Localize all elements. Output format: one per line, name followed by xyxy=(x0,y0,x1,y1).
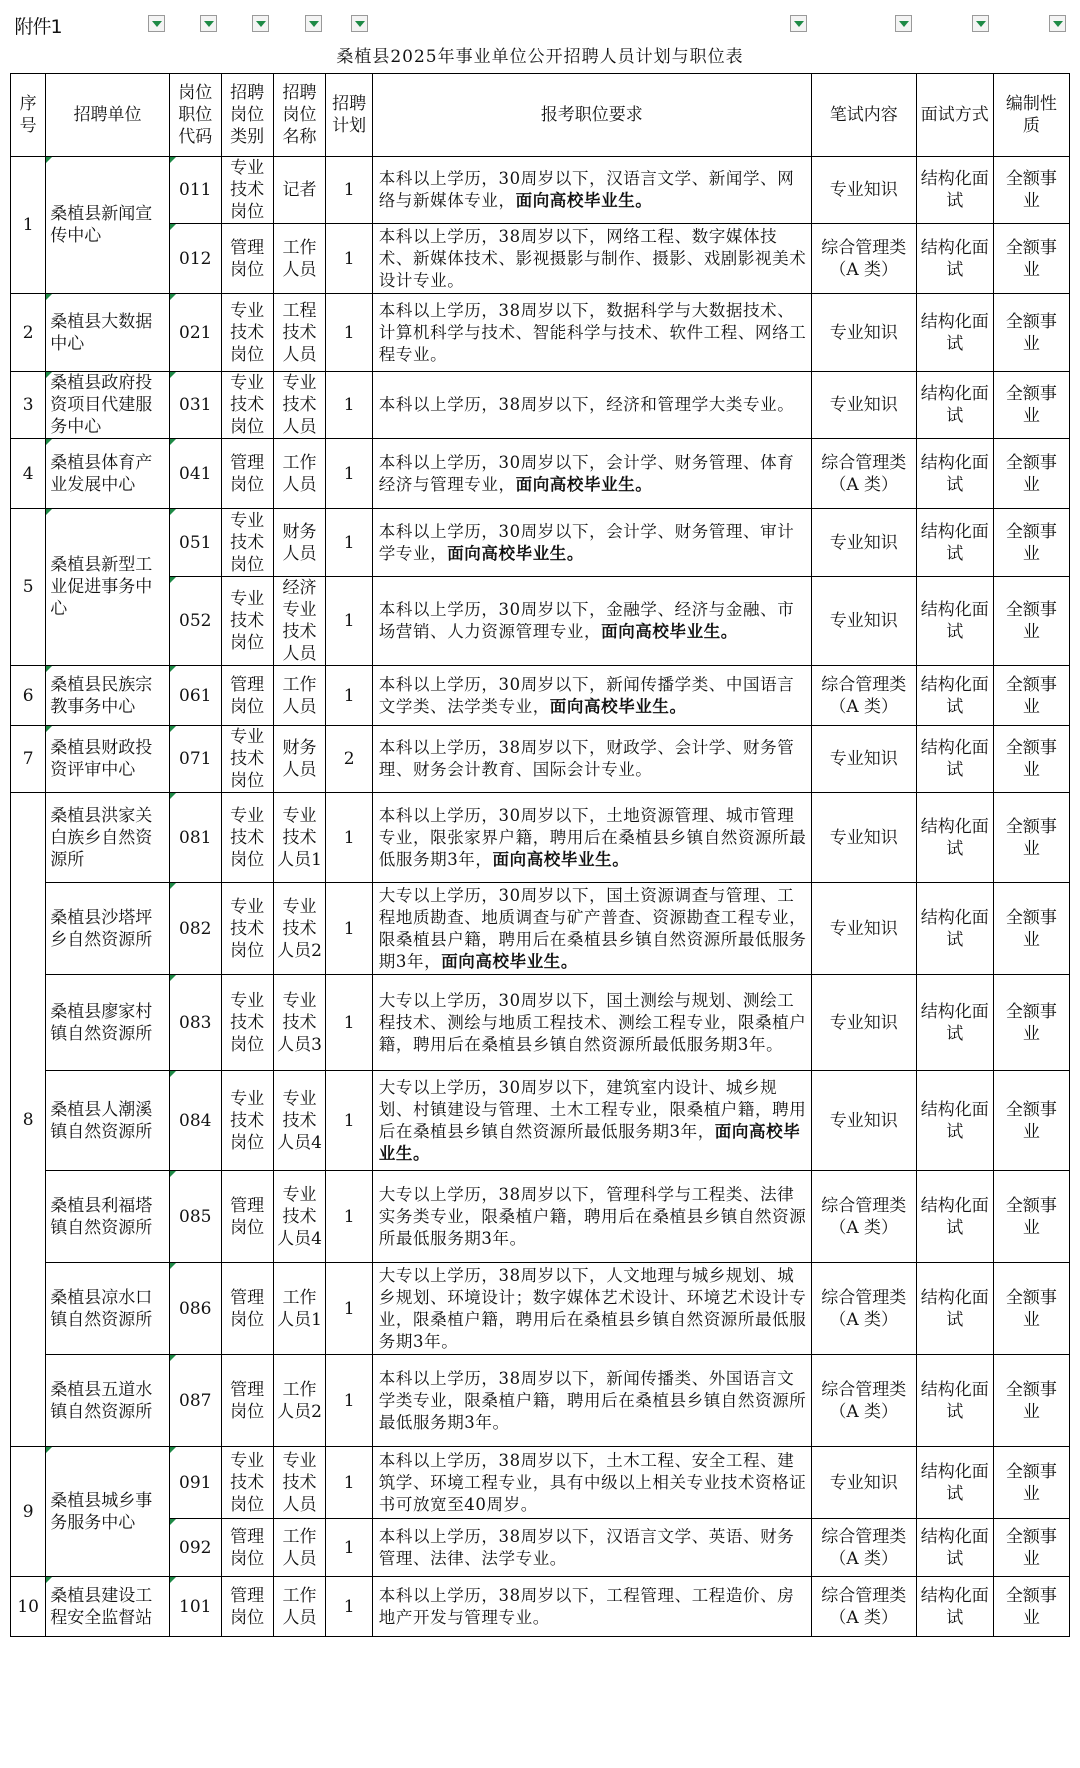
code-cell: 041 xyxy=(169,439,221,509)
plan-cell: 1 xyxy=(326,224,372,294)
exam-cell: 综合管理类（A 类） xyxy=(811,1263,916,1355)
exam-cell: 专业知识 xyxy=(811,1071,916,1171)
table-row xyxy=(11,666,1070,726)
type-cell: 管理岗位 xyxy=(221,224,273,294)
graduate-note: 面向高校毕业生。 xyxy=(447,543,585,563)
table-row xyxy=(11,439,1070,509)
unit-cell: 桑植县五道水镇自然资源所 xyxy=(46,1355,170,1447)
interview-cell: 结构化面试 xyxy=(916,1447,993,1519)
nature-cell: 全额事业 xyxy=(993,666,1069,726)
name-cell: 工作人员2 xyxy=(273,1355,326,1447)
code-cell: 083 xyxy=(169,975,221,1071)
nature-cell: 全额事业 xyxy=(993,294,1069,372)
exam-cell: 综合管理类（A 类） xyxy=(811,666,916,726)
nature-cell: 全额事业 xyxy=(993,793,1069,883)
nature-cell: 全额事业 xyxy=(993,1577,1069,1637)
filter-dropdown-button[interactable] xyxy=(972,15,989,32)
type-cell: 专业技术岗位 xyxy=(221,157,273,224)
interview-cell: 结构化面试 xyxy=(916,726,993,793)
name-cell: 工作人员 xyxy=(273,1519,326,1577)
seq-cell: 7 xyxy=(11,726,46,793)
filter-dropdown-button[interactable] xyxy=(1049,15,1066,32)
exam-cell: 专业知识 xyxy=(811,157,916,224)
type-cell: 管理岗位 xyxy=(221,1519,273,1577)
graduate-note: 面向高校毕业生。 xyxy=(515,191,653,210)
name-cell: 工作人员 xyxy=(273,666,326,726)
plan-cell: 1 xyxy=(326,1519,372,1577)
nature-cell: 全额事业 xyxy=(993,1355,1069,1447)
plan-cell: 1 xyxy=(326,1263,372,1355)
type-cell: 管理岗位 xyxy=(221,439,273,509)
unit-cell: 桑植县大数据中心 xyxy=(46,294,170,372)
unit-cell: 桑植县人潮溪镇自然资源所 xyxy=(46,1071,170,1171)
requirements-cell: 大专以上学历，30周岁以下，国土资源调查与管理、工程地质勘查、地质调查与矿产普查、资源勘查工程专业，限桑植县户籍，聘用后在桑植县乡镇自然资源所最低服务期3年，面向高校毕业生。 xyxy=(372,883,811,975)
exam-cell: 专业知识 xyxy=(811,975,916,1071)
name-cell: 财务人员 xyxy=(273,509,326,577)
code-cell: 091 xyxy=(169,1447,221,1519)
type-cell: 专业技术岗位 xyxy=(221,294,273,372)
name-cell: 工程技术人员 xyxy=(273,294,326,372)
graduate-note: 面向高校毕业生。 xyxy=(549,696,687,716)
name-cell: 记者 xyxy=(273,157,326,224)
requirements-cell: 大专以上学历，30周岁以下，建筑室内设计、城乡规划、村镇建设与管理、土木工程专业，限桑植户籍，聘用后在桑植县乡镇自然资源所最低服务期3年，面向高校毕业生。 xyxy=(372,1071,811,1171)
seq-cell: 1 xyxy=(11,157,46,294)
name-cell: 工作人员 xyxy=(273,224,326,294)
filter-dropdown-button[interactable] xyxy=(148,15,165,32)
code-cell: 082 xyxy=(169,883,221,975)
nature-cell: 全额事业 xyxy=(993,1263,1069,1355)
table-row xyxy=(11,1355,1070,1447)
unit-cell: 桑植县民族宗教事务中心 xyxy=(46,666,170,726)
unit-cell: 桑植县建设工程安全监督站 xyxy=(46,1577,170,1637)
plan-cell: 1 xyxy=(326,1355,372,1447)
exam-cell: 综合管理类（A 类） xyxy=(811,1171,916,1263)
plan-cell: 2 xyxy=(326,726,372,793)
type-cell: 专业技术岗位 xyxy=(221,1071,273,1171)
seq-cell: 9 xyxy=(11,1447,46,1577)
exam-cell: 专业知识 xyxy=(811,294,916,372)
plan-cell: 1 xyxy=(326,439,372,509)
requirements-cell: 本科以上学历，30周岁以下，会计学、财务管理、审计学专业，面向高校毕业生。 xyxy=(372,509,811,577)
code-cell: 011 xyxy=(169,157,221,224)
code-cell: 051 xyxy=(169,509,221,577)
type-cell: 专业技术岗位 xyxy=(221,509,273,577)
requirements-cell: 大专以上学历，38周岁以下，人文地理与城乡规划、城乡规划、环境设计；数字媒体艺术设计、环境艺术设计专业，限桑植户籍，聘用后在桑植县乡镇自然资源所最低服务期3年。 xyxy=(372,1263,811,1355)
code-cell: 061 xyxy=(169,666,221,726)
header-type: 招聘岗位类别 xyxy=(221,74,273,157)
header-nature: 编制性质 xyxy=(993,74,1069,157)
requirements-cell: 本科以上学历，38周岁以下，经济和管理学大类专业。 xyxy=(372,372,811,439)
filter-row xyxy=(11,10,1070,40)
plan-cell: 1 xyxy=(326,1577,372,1637)
graduate-note: 面向高校毕业生。 xyxy=(515,474,653,494)
table-row xyxy=(11,1447,1070,1519)
nature-cell: 全额事业 xyxy=(993,509,1069,577)
plan-cell: 1 xyxy=(326,793,372,883)
doc-label: 附件1 xyxy=(14,16,62,38)
table-row xyxy=(11,883,1070,975)
seq-cell: 5 xyxy=(11,509,46,666)
table-row xyxy=(11,509,1070,577)
header-interview: 面试方式 xyxy=(916,74,993,157)
table-row xyxy=(11,577,1070,666)
type-cell: 管理岗位 xyxy=(221,1577,273,1637)
requirements-cell: 本科以上学历，38周岁以下，工程管理、工程造价、房地产开发与管理专业。 xyxy=(372,1577,811,1637)
plan-cell: 1 xyxy=(326,372,372,439)
header-code: 岗位职位代码 xyxy=(169,74,221,157)
type-cell: 专业技术岗位 xyxy=(221,793,273,883)
type-cell: 专业技术岗位 xyxy=(221,726,273,793)
exam-cell: 专业知识 xyxy=(811,577,916,666)
interview-cell: 结构化面试 xyxy=(916,294,993,372)
filter-dropdown-button[interactable] xyxy=(790,15,807,32)
name-cell: 工作人员 xyxy=(273,439,326,509)
plan-cell: 1 xyxy=(326,883,372,975)
table-row xyxy=(11,224,1070,294)
plan-cell: 1 xyxy=(326,509,372,577)
unit-cell: 桑植县政府投资项目代建服务中心 xyxy=(46,372,170,439)
type-cell: 专业技术岗位 xyxy=(221,883,273,975)
requirements-cell: 大专以上学历，30周岁以下，国土测绘与规划、测绘工程技术、测绘与地质工程技术、测绘工程专业，限桑植户籍，聘用后在桑植县乡镇自然资源所最低服务期3年。 xyxy=(372,975,811,1071)
interview-cell: 结构化面试 xyxy=(916,1171,993,1263)
table-row xyxy=(11,975,1070,1071)
header-unit: 招聘单位 xyxy=(46,74,170,157)
nature-cell: 全额事业 xyxy=(993,1071,1069,1171)
nature-cell: 全额事业 xyxy=(993,1447,1069,1519)
table-row xyxy=(11,1263,1070,1355)
unit-cell: 桑植县财政投资评审中心 xyxy=(46,726,170,793)
interview-cell: 结构化面试 xyxy=(916,666,993,726)
filter-dropdown-button[interactable] xyxy=(305,15,322,32)
plan-cell: 1 xyxy=(326,294,372,372)
plan-cell: 1 xyxy=(326,1447,372,1519)
header-plan: 招聘计划 xyxy=(326,74,372,157)
type-cell: 专业技术岗位 xyxy=(221,372,273,439)
seq-cell: 8 xyxy=(11,793,46,1447)
nature-cell: 全额事业 xyxy=(993,577,1069,666)
table-row xyxy=(11,1577,1070,1637)
graduate-note: 面向高校毕业生。 xyxy=(441,951,579,971)
header-requirements: 报考职位要求 xyxy=(372,74,811,157)
exam-cell: 专业知识 xyxy=(811,883,916,975)
name-cell: 工作人员1 xyxy=(273,1263,326,1355)
requirements-cell: 本科以上学历，30周岁以下，汉语言文学、新闻学、网络与新媒体专业，面向高校毕业生。 xyxy=(372,157,811,224)
plan-cell: 1 xyxy=(326,1071,372,1171)
table-row xyxy=(11,1519,1070,1577)
seq-cell: 4 xyxy=(11,439,46,509)
type-cell: 管理岗位 xyxy=(221,1355,273,1447)
seq-cell: 2 xyxy=(11,294,46,372)
nature-cell: 全额事业 xyxy=(993,1519,1069,1577)
name-cell: 专业技术人员4 xyxy=(273,1171,326,1263)
seq-cell: 10 xyxy=(11,1577,46,1637)
nature-cell: 全额事业 xyxy=(993,1171,1069,1263)
requirements-cell: 本科以上学历，38周岁以下，新闻传播类、外国语言文学类专业，限桑植户籍，聘用后在桑植县乡镇自然资源所最低服务期3年。 xyxy=(372,1355,811,1447)
requirements-cell: 本科以上学历，30周岁以下，土地资源管理、城市管理专业，限张家界户籍，聘用后在桑植县乡镇自然资源所最低服务期3年，面向高校毕业生。 xyxy=(372,793,811,883)
seq-cell: 6 xyxy=(11,666,46,726)
code-cell: 012 xyxy=(169,224,221,294)
type-cell: 管理岗位 xyxy=(221,1263,273,1355)
requirements-cell: 本科以上学历，38周岁以下，汉语言文学、英语、财务管理、法律、法学专业。 xyxy=(372,1519,811,1577)
unit-cell: 桑植县新闻宣传中心 xyxy=(46,157,170,294)
header-name: 招聘岗位名称 xyxy=(273,74,326,157)
requirements-cell: 大专以上学历，38周岁以下，管理科学与工程类、法律实务类专业，限桑植户籍，聘用后在桑植县乡镇自然资源所最低服务期3年。 xyxy=(372,1171,811,1263)
header-exam: 笔试内容 xyxy=(811,74,916,157)
interview-cell: 结构化面试 xyxy=(916,224,993,294)
exam-cell: 综合管理类（A 类） xyxy=(811,224,916,294)
graduate-note: 面向高校毕业生。 xyxy=(378,1121,801,1163)
unit-cell: 桑植县利福塔镇自然资源所 xyxy=(46,1171,170,1263)
exam-cell: 专业知识 xyxy=(811,726,916,793)
page-title: 桑植县2025年事业单位公开招聘人员计划与职位表 xyxy=(11,40,1070,74)
requirements-cell: 本科以上学历，38周岁以下，土木工程、安全工程、建筑学、环境工程专业，具有中级以上相关专业技术资格证书可放宽至40周岁。 xyxy=(372,1447,811,1519)
type-cell: 专业技术岗位 xyxy=(221,577,273,666)
graduate-note: 面向高校毕业生。 xyxy=(601,622,738,641)
interview-cell: 结构化面试 xyxy=(916,577,993,666)
type-cell: 管理岗位 xyxy=(221,1171,273,1263)
interview-cell: 结构化面试 xyxy=(916,157,993,224)
name-cell: 专业技术人员1 xyxy=(273,793,326,883)
plan-cell: 1 xyxy=(326,157,372,224)
nature-cell: 全额事业 xyxy=(993,224,1069,294)
code-cell: 052 xyxy=(169,577,221,666)
plan-cell: 1 xyxy=(326,666,372,726)
exam-cell: 专业知识 xyxy=(811,1447,916,1519)
exam-cell: 综合管理类（A 类） xyxy=(811,1519,916,1577)
table-row xyxy=(11,157,1070,224)
exam-cell: 专业知识 xyxy=(811,372,916,439)
interview-cell: 结构化面试 xyxy=(916,1355,993,1447)
table-row xyxy=(11,1071,1070,1171)
exam-cell: 综合管理类（A 类） xyxy=(811,1577,916,1637)
name-cell: 经济专业技术人员 xyxy=(273,577,326,666)
name-cell: 专业技术人员3 xyxy=(273,975,326,1071)
header-seq: 序号 xyxy=(11,74,46,157)
unit-cell: 桑植县廖家村镇自然资源所 xyxy=(46,975,170,1071)
interview-cell: 结构化面试 xyxy=(916,372,993,439)
code-cell: 092 xyxy=(169,1519,221,1577)
name-cell: 工作人员 xyxy=(273,1577,326,1637)
code-cell: 087 xyxy=(169,1355,221,1447)
interview-cell: 结构化面试 xyxy=(916,1577,993,1637)
name-cell: 专业技术人员4 xyxy=(273,1071,326,1171)
interview-cell: 结构化面试 xyxy=(916,1519,993,1577)
code-cell: 081 xyxy=(169,793,221,883)
table-row xyxy=(11,294,1070,372)
interview-cell: 结构化面试 xyxy=(916,883,993,975)
name-cell: 专业技术人员 xyxy=(273,372,326,439)
nature-cell: 全额事业 xyxy=(993,157,1069,224)
header-row xyxy=(11,74,1070,157)
unit-cell: 桑植县沙塔坪乡自然资源所 xyxy=(46,883,170,975)
requirements-cell: 本科以上学历，30周岁以下，金融学、经济与金融、市场营销、人力资源管理专业，面向高校毕业生。 xyxy=(372,577,811,666)
interview-cell: 结构化面试 xyxy=(916,1263,993,1355)
name-cell: 专业技术人员 xyxy=(273,1447,326,1519)
code-cell: 085 xyxy=(169,1171,221,1263)
plan-cell: 1 xyxy=(326,577,372,666)
unit-cell: 桑植县城乡事务服务中心 xyxy=(46,1447,170,1577)
interview-cell: 结构化面试 xyxy=(916,793,993,883)
exam-cell: 专业知识 xyxy=(811,509,916,577)
nature-cell: 全额事业 xyxy=(993,372,1069,439)
exam-cell: 综合管理类（A 类） xyxy=(811,439,916,509)
table-row xyxy=(11,726,1070,793)
type-cell: 管理岗位 xyxy=(221,666,273,726)
code-cell: 101 xyxy=(169,1577,221,1637)
name-cell: 财务人员 xyxy=(273,726,326,793)
interview-cell: 结构化面试 xyxy=(916,439,993,509)
plan-cell: 1 xyxy=(326,1171,372,1263)
table-row xyxy=(11,1171,1070,1263)
requirements-cell: 本科以上学历，30周岁以下，新闻传播学类、中国语言文学类、法学类专业，面向高校毕业生。 xyxy=(372,666,811,726)
nature-cell: 全额事业 xyxy=(993,726,1069,793)
interview-cell: 结构化面试 xyxy=(916,1071,993,1171)
table-row xyxy=(11,793,1070,883)
exam-cell: 综合管理类（A 类） xyxy=(811,1355,916,1447)
recruitment-table xyxy=(10,10,1070,1637)
unit-cell: 桑植县新型工业促进事务中心 xyxy=(46,509,170,666)
unit-cell: 桑植县洪家关白族乡自然资源所 xyxy=(46,793,170,883)
type-cell: 专业技术岗位 xyxy=(221,1447,273,1519)
code-cell: 021 xyxy=(169,294,221,372)
table-row xyxy=(11,372,1070,439)
code-cell: 084 xyxy=(169,1071,221,1171)
type-cell: 专业技术岗位 xyxy=(221,975,273,1071)
plan-cell: 1 xyxy=(326,975,372,1071)
filter-dropdown-button[interactable] xyxy=(252,15,269,32)
code-cell: 071 xyxy=(169,726,221,793)
unit-cell: 桑植县凉水口镇自然资源所 xyxy=(46,1263,170,1355)
filter-dropdown-button[interactable] xyxy=(895,15,912,32)
filter-dropdown-button[interactable] xyxy=(200,15,217,32)
graduate-note: 面向高校毕业生。 xyxy=(492,849,630,869)
requirements-cell: 本科以上学历，38周岁以下，财政学、会计学、财务管理、财务会计教育、国际会计专业。 xyxy=(372,726,811,793)
nature-cell: 全额事业 xyxy=(993,883,1069,975)
nature-cell: 全额事业 xyxy=(993,975,1069,1071)
code-cell: 031 xyxy=(169,372,221,439)
filter-dropdown-button[interactable] xyxy=(351,15,368,32)
nature-cell: 全额事业 xyxy=(993,439,1069,509)
seq-cell: 3 xyxy=(11,372,46,439)
unit-cell: 桑植县体育产业发展中心 xyxy=(46,439,170,509)
code-cell: 086 xyxy=(169,1263,221,1355)
requirements-cell: 本科以上学历，38周岁以下，数据科学与大数据技术、计算机科学与技术、智能科学与技术、软件工程、网络工程专业。 xyxy=(372,294,811,372)
exam-cell: 专业知识 xyxy=(811,793,916,883)
requirements-cell: 本科以上学历，38周岁以下，网络工程、数字媒体技术、新媒体技术、影视摄影与制作、摄影、戏剧影视美术设计专业。 xyxy=(372,224,811,294)
interview-cell: 结构化面试 xyxy=(916,509,993,577)
interview-cell: 结构化面试 xyxy=(916,975,993,1071)
requirements-cell: 本科以上学历，30周岁以下，会计学、财务管理、体育经济与管理专业，面向高校毕业生。 xyxy=(372,439,811,509)
name-cell: 专业技术人员2 xyxy=(273,883,326,975)
